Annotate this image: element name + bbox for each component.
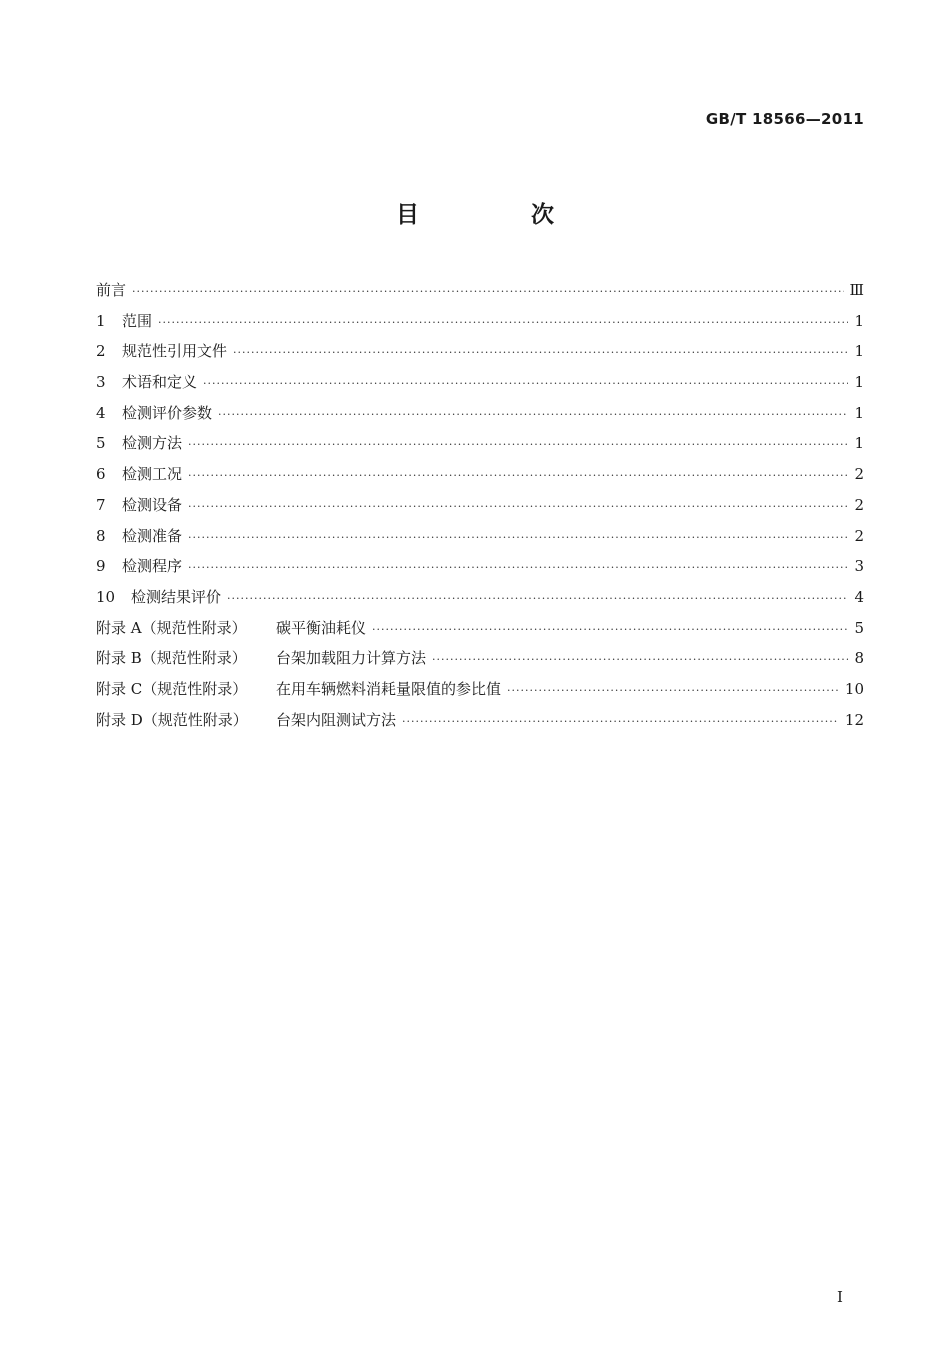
toc-entry-page: 10 xyxy=(844,679,864,698)
toc-entry-label: 规范性引用文件 xyxy=(122,342,228,361)
toc-appendix-entry[interactable] xyxy=(96,705,864,736)
toc-dot-leader xyxy=(233,338,848,368)
toc-appendix-entry[interactable] xyxy=(96,643,864,674)
page-title: 目 次 xyxy=(395,202,606,228)
toc-entry-page: 1 xyxy=(854,403,864,422)
table-of-contents xyxy=(96,275,864,735)
toc-entry-label: 检测评价参数 xyxy=(122,403,213,422)
toc-entry-page: 1 xyxy=(854,373,864,392)
toc-entry-page: 3 xyxy=(854,557,864,576)
toc-dot-leader xyxy=(188,553,848,583)
toc-entry-page: 12 xyxy=(844,710,864,729)
toc-entry-page: 8 xyxy=(854,649,864,668)
toc-appendix-entry[interactable] xyxy=(96,674,864,705)
toc-entry-page: 1 xyxy=(854,342,864,361)
toc-entry-page: Ⅲ xyxy=(849,281,864,299)
toc-entry[interactable] xyxy=(96,459,864,490)
toc-dot-leader xyxy=(227,584,848,614)
toc-entry-foreword[interactable] xyxy=(96,275,864,306)
appendix-prefix: 附录 B（规范性附录） xyxy=(96,649,247,668)
toc-entry-number: 3 xyxy=(96,373,106,392)
toc-entry-number: 10 xyxy=(96,587,116,606)
toc-entry-number: 2 xyxy=(96,342,106,361)
toc-entry-number: 9 xyxy=(96,557,106,576)
toc-dot-leader xyxy=(203,369,848,399)
toc-entry[interactable] xyxy=(96,398,864,429)
toc-dot-leader xyxy=(132,277,844,307)
toc-entry-label: 台架加载阻力计算方法 xyxy=(276,649,427,668)
toc-dot-leader xyxy=(188,492,848,522)
toc-dot-leader xyxy=(372,615,848,645)
toc-entry-label: 范围 xyxy=(122,311,153,330)
toc-entry-label: 检测方法 xyxy=(122,434,183,453)
toc-entry-number: 8 xyxy=(96,526,106,545)
toc-entry-number: 4 xyxy=(96,403,106,422)
toc-entry[interactable] xyxy=(96,490,864,521)
toc-entry-page: 1 xyxy=(854,311,864,330)
toc-entry-number: 1 xyxy=(96,311,106,330)
appendix-prefix: 附录 A（规范性附录） xyxy=(96,618,247,637)
toc-entry-label: 检测工况 xyxy=(122,465,183,484)
toc-entry-label: 术语和定义 xyxy=(122,373,198,392)
toc-dot-leader xyxy=(158,308,848,338)
toc-entry[interactable] xyxy=(96,306,864,337)
toc-entry[interactable] xyxy=(96,521,864,552)
toc-dot-leader xyxy=(432,645,848,675)
toc-entry-page: 2 xyxy=(854,465,864,484)
toc-entry-label: 碳平衡油耗仪 xyxy=(276,618,367,637)
toc-entry-page: 5 xyxy=(854,618,864,637)
toc-entry-label: 检测程序 xyxy=(122,557,183,576)
toc-entry-label: 前言 xyxy=(96,281,127,299)
toc-entry-page: 1 xyxy=(854,434,864,453)
toc-entry-label: 检测准备 xyxy=(122,526,183,545)
toc-dot-leader xyxy=(188,523,848,553)
toc-dot-leader xyxy=(188,430,848,460)
toc-dot-leader xyxy=(188,461,848,491)
toc-dot-leader xyxy=(507,676,839,706)
page-number: I xyxy=(837,1288,843,1306)
toc-appendix-entry[interactable] xyxy=(96,613,864,644)
toc-dot-leader xyxy=(218,400,848,430)
toc-entry[interactable] xyxy=(96,367,864,398)
appendix-prefix: 附录 D（规范性附录） xyxy=(96,710,248,729)
toc-entry[interactable] xyxy=(96,336,864,367)
toc-entry-label: 检测设备 xyxy=(122,495,183,514)
toc-entry-number: 7 xyxy=(96,495,106,514)
toc-entry[interactable] xyxy=(96,582,864,613)
toc-entry[interactable] xyxy=(96,428,864,459)
toc-entry-number: 5 xyxy=(96,434,106,453)
toc-entry-label: 台架内阻测试方法 xyxy=(276,710,397,729)
appendix-prefix: 附录 C（规范性附录） xyxy=(96,679,248,698)
toc-entry-page: 2 xyxy=(854,526,864,545)
toc-entry-page: 4 xyxy=(854,587,864,606)
toc-entry-page: 2 xyxy=(854,495,864,514)
toc-entry[interactable] xyxy=(96,551,864,582)
toc-dot-leader xyxy=(402,707,839,737)
toc-entry-number: 6 xyxy=(96,465,106,484)
toc-entry-label: 检测结果评价 xyxy=(131,587,222,606)
standard-code: GB/T 18566—2011 xyxy=(705,110,864,128)
toc-entry-label: 在用车辆燃料消耗量限值的参比值 xyxy=(276,679,502,698)
